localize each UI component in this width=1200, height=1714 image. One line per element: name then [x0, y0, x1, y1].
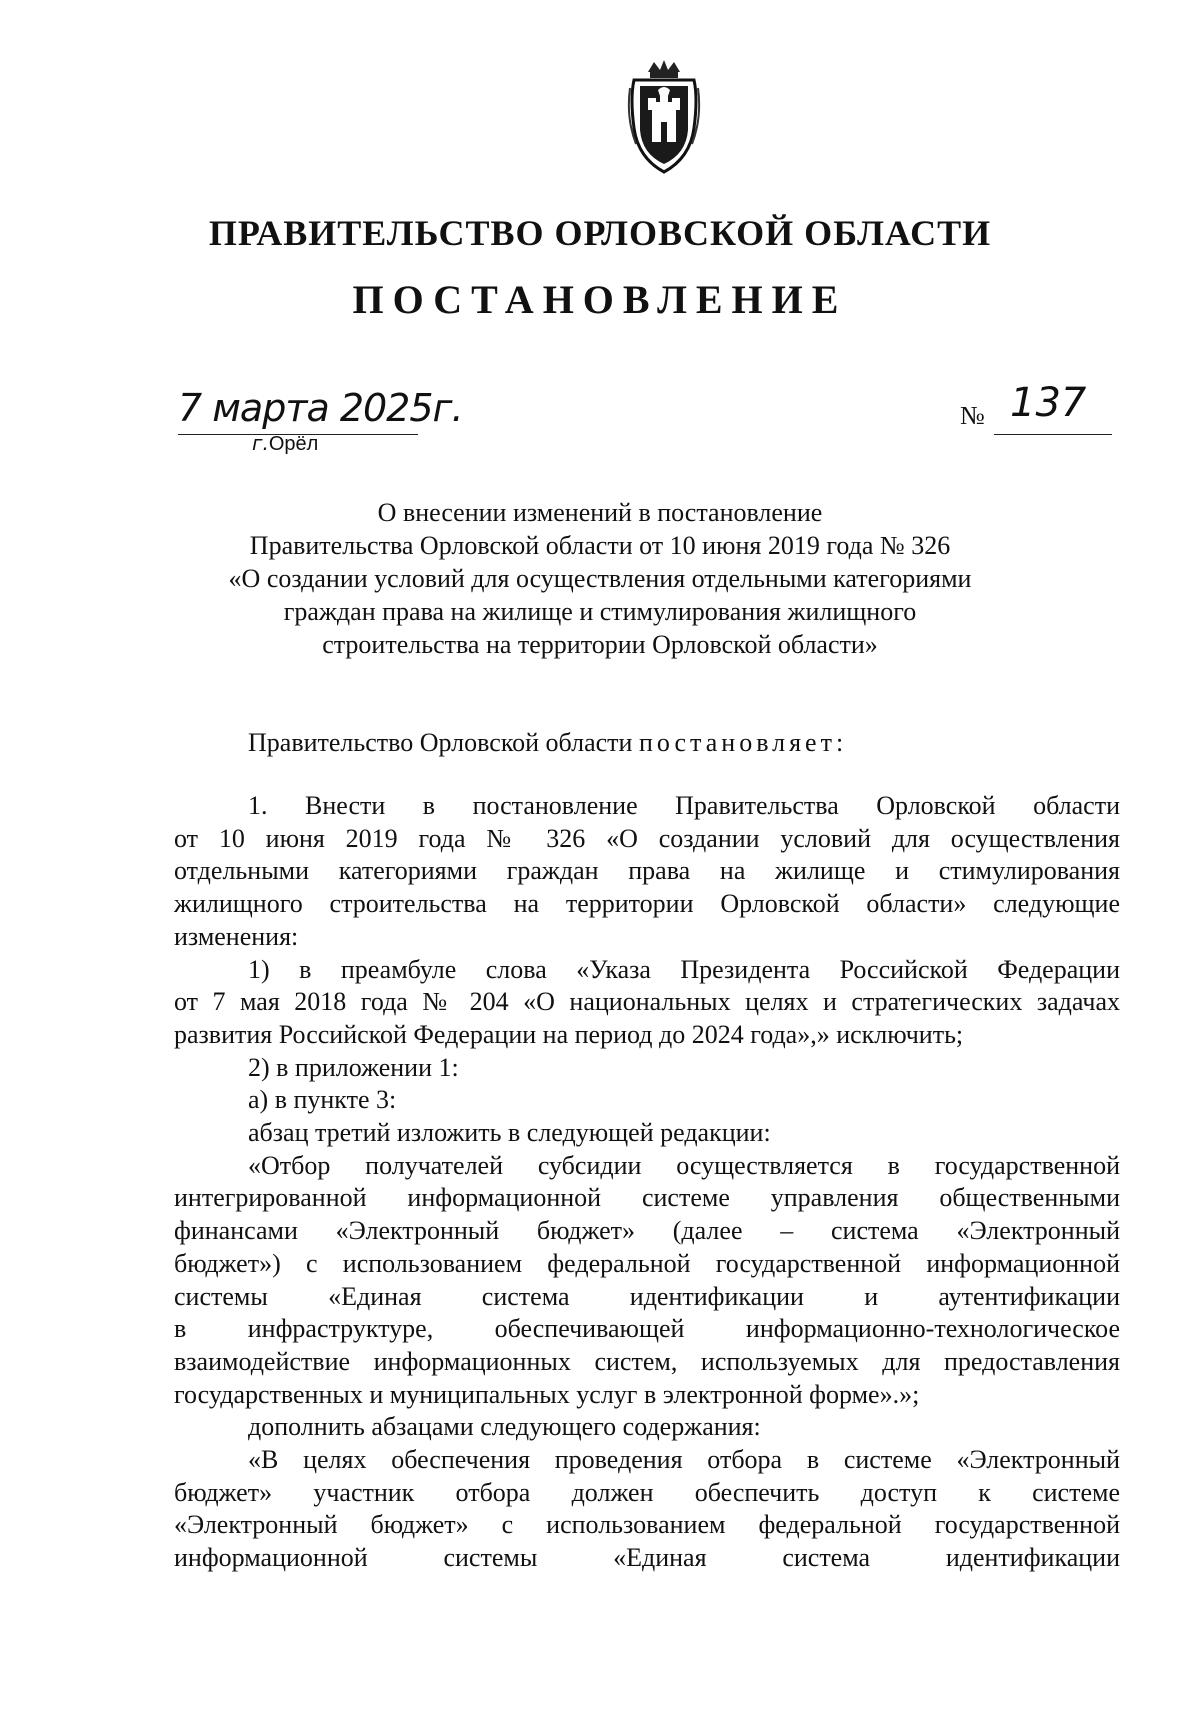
body-line: от 10 июня 2019 года № 326 «О создании условий для осуществления: [174, 823, 1120, 853]
organization-title: ПРАВИТЕЛЬСТВО ОРЛОВСКОЙ ОБЛАСТИ: [208, 213, 992, 253]
body-line: «В целях обеспечения проведения отбора в системе «Электронный: [248, 1445, 1120, 1475]
body-line: дополнить абзацами следующего содержания:: [248, 1412, 761, 1442]
body-line: интегрированной информационной системе управления общественными: [174, 1183, 1120, 1213]
title-line: Правительства Орловской области от 10 июня 2019 года № 326: [249, 531, 951, 560]
body-line: бюджет») с использованием федеральной государственной информационной: [174, 1248, 1120, 1278]
body-line: абзац третий изложить в следующей редакции:: [248, 1118, 771, 1148]
document-subject-title: [0, 496, 1200, 661]
title-line: строительства на территории Орловской области»: [322, 630, 878, 659]
number-underline: [994, 434, 1112, 435]
place-name: Орёл: [268, 433, 319, 455]
handwritten-date: 7 марта 2025г.: [178, 386, 463, 430]
body-line: информационной системы «Единая система идентификации: [174, 1543, 1120, 1573]
title-line: «О создании условий для осуществления отдельными категориями: [228, 564, 972, 593]
body-line: государственных и муниципальных услуг в электронной форме».»;: [174, 1379, 920, 1409]
number-sign: №: [960, 401, 985, 430]
body-line: изменения:: [174, 921, 299, 951]
body-line: 2) в приложении 1:: [248, 1052, 459, 1082]
body-line: от 7 мая 2018 года № 204 «О национальных целях и стратегических задачах: [174, 987, 1120, 1017]
body-line: взаимодействие информационных систем, используемых для предоставления: [174, 1346, 1120, 1376]
body-line: отдельными категориями граждан права на жилище и стимулирования: [174, 856, 1120, 886]
place-of-issue: [252, 431, 318, 456]
body-line: системы «Единая система идентификации и аутентификации: [174, 1281, 1120, 1311]
title-line: О внесении изменений в постановление: [377, 498, 823, 527]
body-line: развития Российской Федерации на период до 2024 года»,» исключить;: [174, 1019, 964, 1049]
body-line: бюджет» участник отбора должен обеспечить доступ к системе: [174, 1477, 1120, 1507]
document-type: ПОСТАНОВЛЕНИЕ: [352, 277, 848, 322]
handwritten-number: 137: [1010, 380, 1087, 426]
body-line: а) в пункте 3:: [248, 1085, 397, 1115]
body-line: 1. Внести в постановление Правительства Орловской области: [248, 791, 1120, 820]
body-line: 1) в преамбуле слова «Указа Президента Российской Федерации: [248, 954, 1120, 984]
body-line: «Электронный бюджет» с использованием федеральной государственной: [174, 1510, 1120, 1540]
body-line: финансами «Электронный бюджет» (далее – система «Электронный: [174, 1216, 1120, 1246]
title-line: граждан права на жилище и стимулирования жилищного: [283, 597, 917, 626]
decree-verb: постановляет:: [638, 728, 848, 757]
body-line: «Отбор получателей субсидии осуществляется в государственной: [248, 1150, 1120, 1180]
decree-subject: Правительство Орловской области: [248, 728, 639, 757]
decree-statement: [248, 726, 847, 759]
body-line: жилищного строительства на территории Орловской области» следующие: [174, 889, 1120, 919]
document-body: [174, 790, 1120, 1575]
body-line: в инфраструктуре, обеспечивающей информационно-технологическое: [174, 1314, 1120, 1344]
coat-of-arms-emblem: [626, 58, 702, 176]
place-prefix: г.: [252, 431, 269, 455]
